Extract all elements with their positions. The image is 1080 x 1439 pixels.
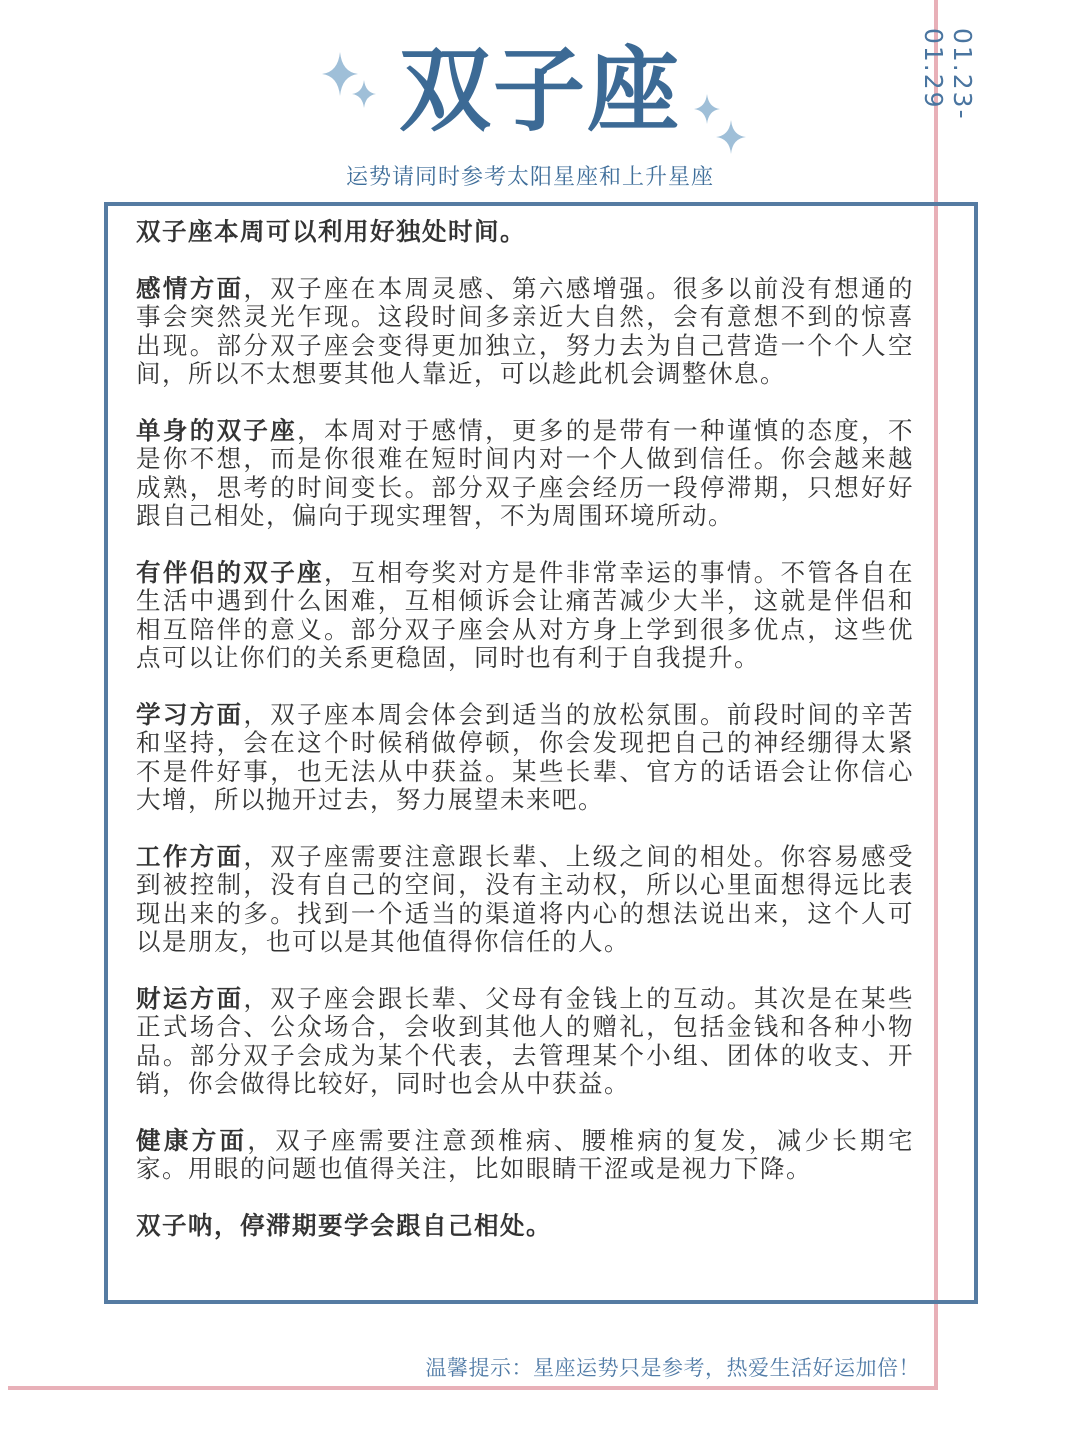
section-heading: 财运方面 [136, 983, 244, 1013]
section-heading: 健康方面 [136, 1125, 248, 1155]
section-paragraph [136, 843, 914, 957]
footer-tip: 温馨提示：星座运势只是参考，热爱生活好运加倍！ [425, 1356, 920, 1380]
section-text: ，双子座本周会体会到适当的放松氛围。前段时间的辛苦和坚持，会在这个时候稍做停顿，你会发现把自己的神经绷得太紧不是件好事，也无法从中获益。某些长辈、官方的话语会让你信心大增，所以抛开过去，努力展望未来吧。 [136, 699, 915, 815]
section-text: ，双子座会跟长辈、父母有金钱上的互动。其次是在某些正式场合、公众场合，会收到其他人的赠礼，包括金钱和各种小物品。部分双子会成为某个代表，去管理某个小组、团体的收支、开销，你会做得比较好，同时也会从中获益。 [136, 983, 915, 1099]
section-heading: 学习方面 [136, 699, 244, 729]
section-paragraph [136, 701, 914, 815]
section-heading: 单身的双子座 [136, 415, 298, 445]
intro-line: 双子座本周可以利用好独处时间。 [136, 217, 526, 246]
section-paragraph [136, 275, 914, 389]
section-paragraph [136, 985, 914, 1099]
section-text: ，双子座需要注意跟长辈、上级之间的相处。你容易感受到被控制，没有自己的空间，没有主动权，所以心里面想得远比表现出来的多。找到一个适当的渠道将内心的想法说出来，这个人可以是朋友，也可以是其他值得你信任的人。 [136, 841, 915, 957]
section-text: ，双子座需要注意颈椎病、腰椎病的复发，减少长期宅家。用眼的问题也值得关注，比如眼睛干涩或是视力下降。 [136, 1125, 915, 1184]
section-paragraph [136, 559, 914, 673]
section-text: ，互相夸奖对方是件非常幸运的事情。不管各自在生活中遇到什么困难，互相倾诉会让痛苦减少大半，这就是伴侣和相互陪伴的意义。部分双子座会从对方身上学到很多优点，这些优点可以让你们的关系更稳固，同时也有利于自我提升。 [136, 557, 914, 673]
pink-horizontal-line [8, 1386, 938, 1390]
page-title: 双子座 [398, 37, 681, 144]
section-text: ，双子座在本周灵感、第六感增强。很多以前没有想通的事会突然灵光乍现。这段时间多亲近大自然，会有意想不到的惊喜出现。部分双子座会变得更加独立，努力去为自己营造一个个人空间，所以不太想要其他人靠近，可以趁此机会调整休息。 [136, 273, 915, 389]
subtitle: 运势请同时参考太阳星座和上升星座 [345, 165, 714, 190]
closing-line: 双子呐，停滞期要学会跟自己相处。 [136, 1211, 552, 1241]
section-heading: 工作方面 [136, 841, 244, 871]
section-text: ，本周对于感情，更多的是带有一种谨慎的态度，不是你不想，而是你很难在短时间内对一个人做到信任。你会越来越成熟，思考的时间变长。部分双子座会经历一段停滞期，只想好好跟自己相处，偏向于现实理智，不为周围环境所动。 [136, 415, 915, 531]
section-paragraph [136, 417, 914, 531]
section-paragraph [136, 1127, 914, 1184]
sparkle-icon [716, 120, 746, 154]
section-heading: 有伴侣的双子座 [136, 557, 324, 587]
sparkle-icon [352, 80, 376, 108]
date-range: 01.23-01.29 [919, 28, 977, 121]
horoscope-content [136, 218, 914, 1269]
section-heading: 感情方面 [136, 273, 244, 303]
